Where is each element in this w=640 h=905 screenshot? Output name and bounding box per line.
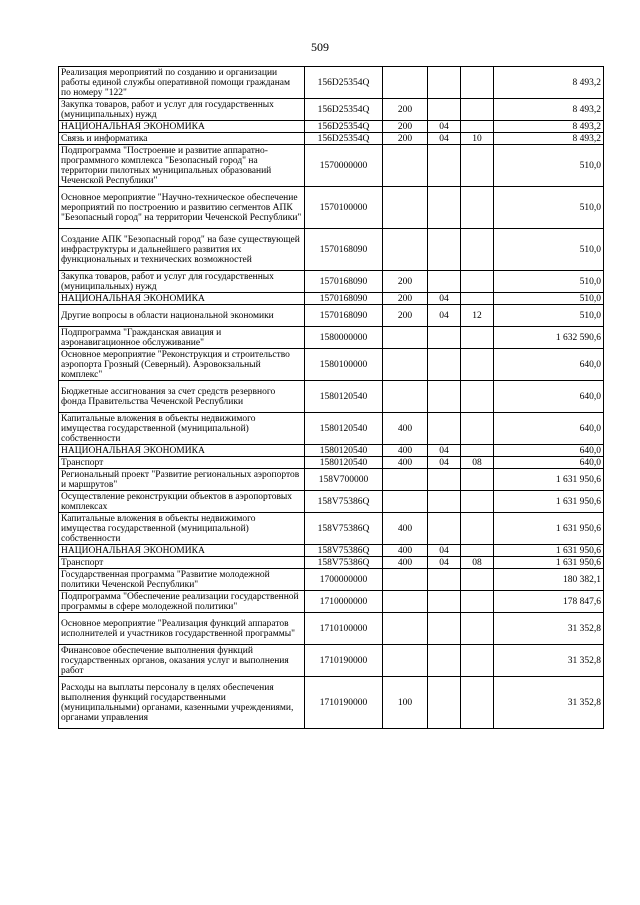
row-subsection bbox=[461, 413, 494, 445]
row-code: 1570168090 bbox=[305, 271, 383, 293]
row-section bbox=[428, 569, 461, 591]
row-code: 1580100000 bbox=[305, 349, 383, 381]
row-section bbox=[428, 67, 461, 99]
row-expense-type: 400 bbox=[383, 445, 428, 457]
row-code: 1580120540 bbox=[305, 413, 383, 445]
row-name: Основное мероприятие "Научно-техническое обеспечение мероприятий по построению и развитию сегментов АПК "Безопасный город" на территории Чеченской Республики" bbox=[59, 187, 305, 229]
row-subsection bbox=[461, 545, 494, 557]
row-section: 04 bbox=[428, 293, 461, 305]
row-section: 04 bbox=[428, 305, 461, 327]
row-subsection bbox=[461, 293, 494, 305]
row-section bbox=[428, 645, 461, 677]
row-section bbox=[428, 145, 461, 187]
row-section bbox=[428, 591, 461, 613]
row-name: Бюджетные ассигнования за счет средств резервного фонда Правительства Чеченской Республики bbox=[59, 381, 305, 413]
row-expense-type: 400 bbox=[383, 557, 428, 569]
row-amount: 640,0 bbox=[494, 349, 604, 381]
row-section bbox=[428, 327, 461, 349]
row-name: Закупка товаров, работ и услуг для государственных (муниципальных) нужд bbox=[59, 99, 305, 121]
table-row bbox=[59, 513, 604, 545]
table-row bbox=[59, 457, 604, 469]
row-subsection bbox=[461, 67, 494, 99]
row-amount: 510,0 bbox=[494, 187, 604, 229]
table-row bbox=[59, 545, 604, 557]
table-row bbox=[59, 327, 604, 349]
table-row bbox=[59, 67, 604, 99]
row-name: Связь и информатика bbox=[59, 133, 305, 145]
row-subsection bbox=[461, 349, 494, 381]
row-amount: 1 631 950,6 bbox=[494, 491, 604, 513]
row-subsection bbox=[461, 613, 494, 645]
row-amount: 640,0 bbox=[494, 381, 604, 413]
row-code: 1710000000 bbox=[305, 591, 383, 613]
table-row bbox=[59, 557, 604, 569]
row-expense-type bbox=[383, 67, 428, 99]
row-code: 156D25354Q bbox=[305, 67, 383, 99]
row-subsection bbox=[461, 187, 494, 229]
row-code: 158V700000 bbox=[305, 469, 383, 491]
row-subsection bbox=[461, 491, 494, 513]
row-code: 1570168090 bbox=[305, 305, 383, 327]
row-name: Подпрограмма "Обеспечение реализации государственной программы в сфере молодежной политики" bbox=[59, 591, 305, 613]
row-section bbox=[428, 491, 461, 513]
row-name: Подпрограмма "Гражданская авиация и аэронавигационное обслуживание" bbox=[59, 327, 305, 349]
row-section bbox=[428, 187, 461, 229]
row-code: 1580120540 bbox=[305, 445, 383, 457]
row-amount: 1 631 950,6 bbox=[494, 469, 604, 491]
budget-table bbox=[58, 66, 604, 729]
row-subsection bbox=[461, 229, 494, 271]
row-code: 158V75386Q bbox=[305, 545, 383, 557]
row-expense-type bbox=[383, 491, 428, 513]
row-amount: 8 493,2 bbox=[494, 133, 604, 145]
row-subsection bbox=[461, 569, 494, 591]
row-amount: 31 352,8 bbox=[494, 677, 604, 729]
row-amount: 180 382,1 bbox=[494, 569, 604, 591]
row-subsection bbox=[461, 271, 494, 293]
table-row bbox=[59, 569, 604, 591]
row-amount: 1 632 590,6 bbox=[494, 327, 604, 349]
row-subsection bbox=[461, 145, 494, 187]
row-expense-type bbox=[383, 591, 428, 613]
table-row bbox=[59, 229, 604, 271]
row-name: Финансовое обеспечение выполнения функций государственных органов, оказания услуг и выполнения работ bbox=[59, 645, 305, 677]
row-section bbox=[428, 99, 461, 121]
row-expense-type bbox=[383, 381, 428, 413]
row-subsection bbox=[461, 445, 494, 457]
row-amount: 8 493,2 bbox=[494, 121, 604, 133]
row-amount: 640,0 bbox=[494, 457, 604, 469]
row-amount: 31 352,8 bbox=[494, 645, 604, 677]
row-expense-type bbox=[383, 145, 428, 187]
row-section bbox=[428, 677, 461, 729]
row-amount: 510,0 bbox=[494, 229, 604, 271]
row-code: 1570168090 bbox=[305, 293, 383, 305]
row-code: 1580120540 bbox=[305, 457, 383, 469]
row-amount: 510,0 bbox=[494, 305, 604, 327]
row-expense-type: 200 bbox=[383, 133, 428, 145]
row-expense-type bbox=[383, 187, 428, 229]
row-name: Расходы на выплаты персоналу в целях обеспечения выполнения функций государственными (муниципальными) органами, казенными учреждениями, органами управления bbox=[59, 677, 305, 729]
row-expense-type: 200 bbox=[383, 305, 428, 327]
table-row bbox=[59, 271, 604, 293]
row-section bbox=[428, 229, 461, 271]
row-amount: 8 493,2 bbox=[494, 67, 604, 99]
row-code: 156D25354Q bbox=[305, 99, 383, 121]
row-name: Основное мероприятие "Реализация функций аппаратов исполнителей и участников государственной программы" bbox=[59, 613, 305, 645]
row-subsection bbox=[461, 677, 494, 729]
table-row bbox=[59, 293, 604, 305]
row-section: 04 bbox=[428, 445, 461, 457]
row-amount: 510,0 bbox=[494, 293, 604, 305]
row-name: Создание АПК "Безопасный город" на базе существующей инфраструктуры и дальнейшего развития их функциональных и технических возможностей bbox=[59, 229, 305, 271]
row-amount: 1 631 950,6 bbox=[494, 513, 604, 545]
table-row bbox=[59, 145, 604, 187]
table-row bbox=[59, 349, 604, 381]
budget-table-body bbox=[59, 67, 604, 729]
row-expense-type bbox=[383, 613, 428, 645]
row-name: Реализация мероприятий по созданию и организации работы единой службы оперативной помощи гражданам по номеру "122" bbox=[59, 67, 305, 99]
table-row bbox=[59, 613, 604, 645]
row-subsection bbox=[461, 121, 494, 133]
row-subsection bbox=[461, 591, 494, 613]
row-code: 156D25354Q bbox=[305, 121, 383, 133]
row-code: 1710100000 bbox=[305, 613, 383, 645]
row-code: 156D25354Q bbox=[305, 133, 383, 145]
row-expense-type: 400 bbox=[383, 513, 428, 545]
row-section: 04 bbox=[428, 133, 461, 145]
row-code: 158V75386Q bbox=[305, 491, 383, 513]
row-subsection bbox=[461, 327, 494, 349]
table-row bbox=[59, 491, 604, 513]
table-row bbox=[59, 445, 604, 457]
row-code: 1710190000 bbox=[305, 677, 383, 729]
row-name: НАЦИОНАЛЬНАЯ ЭКОНОМИКА bbox=[59, 445, 305, 457]
row-subsection: 08 bbox=[461, 557, 494, 569]
row-name: НАЦИОНАЛЬНАЯ ЭКОНОМИКА bbox=[59, 121, 305, 133]
table-row bbox=[59, 413, 604, 445]
row-expense-type: 200 bbox=[383, 121, 428, 133]
row-subsection bbox=[461, 469, 494, 491]
row-name: Другие вопросы в области национальной экономики bbox=[59, 305, 305, 327]
row-expense-type bbox=[383, 349, 428, 381]
row-name: Подпрограмма "Построение и развитие аппаратно-программного комплекса "Безопасный город" на территории пилотных муниципальных образований Чеченской Республики" bbox=[59, 145, 305, 187]
table-row bbox=[59, 121, 604, 133]
row-code: 158V75386Q bbox=[305, 557, 383, 569]
row-name: Основное мероприятие "Реконструкция и строительство аэропорта Грозный (Северный). Аэровокзальный комплекс" bbox=[59, 349, 305, 381]
table-row bbox=[59, 677, 604, 729]
row-subsection bbox=[461, 381, 494, 413]
row-section bbox=[428, 349, 461, 381]
table-row bbox=[59, 99, 604, 121]
table-row bbox=[59, 645, 604, 677]
row-section bbox=[428, 469, 461, 491]
table-row bbox=[59, 305, 604, 327]
row-subsection: 10 bbox=[461, 133, 494, 145]
row-amount: 1 631 950,6 bbox=[494, 545, 604, 557]
row-amount: 510,0 bbox=[494, 271, 604, 293]
row-section bbox=[428, 381, 461, 413]
row-amount: 640,0 bbox=[494, 413, 604, 445]
row-amount: 640,0 bbox=[494, 445, 604, 457]
table-row bbox=[59, 381, 604, 413]
row-expense-type: 200 bbox=[383, 271, 428, 293]
row-code: 1580000000 bbox=[305, 327, 383, 349]
row-subsection bbox=[461, 645, 494, 677]
row-section bbox=[428, 513, 461, 545]
row-name: Транспорт bbox=[59, 457, 305, 469]
row-name: НАЦИОНАЛЬНАЯ ЭКОНОМИКА bbox=[59, 545, 305, 557]
row-code: 1580120540 bbox=[305, 381, 383, 413]
row-amount: 31 352,8 bbox=[494, 613, 604, 645]
row-subsection bbox=[461, 513, 494, 545]
row-code: 158V75386Q bbox=[305, 513, 383, 545]
row-section: 04 bbox=[428, 457, 461, 469]
row-expense-type: 200 bbox=[383, 99, 428, 121]
row-section bbox=[428, 271, 461, 293]
row-name: Транспорт bbox=[59, 557, 305, 569]
table-row bbox=[59, 469, 604, 491]
row-name: Государственная программа "Развитие молодежной политики Чеченской Республики" bbox=[59, 569, 305, 591]
row-amount: 178 847,6 bbox=[494, 591, 604, 613]
row-amount: 8 493,2 bbox=[494, 99, 604, 121]
row-expense-type bbox=[383, 645, 428, 677]
row-code: 1570100000 bbox=[305, 187, 383, 229]
row-section bbox=[428, 413, 461, 445]
row-expense-type: 200 bbox=[383, 293, 428, 305]
row-name: Региональный проект "Развитие региональных аэропортов и маршрутов" bbox=[59, 469, 305, 491]
table-row bbox=[59, 133, 604, 145]
row-amount: 510,0 bbox=[494, 145, 604, 187]
row-code: 1700000000 bbox=[305, 569, 383, 591]
row-section: 04 bbox=[428, 557, 461, 569]
row-name: Капитальные вложения в объекты недвижимого имущества государственной (муниципальной) собственности bbox=[59, 413, 305, 445]
row-section bbox=[428, 613, 461, 645]
row-code: 1570000000 bbox=[305, 145, 383, 187]
row-amount: 1 631 950,6 bbox=[494, 557, 604, 569]
row-expense-type bbox=[383, 327, 428, 349]
table-row bbox=[59, 591, 604, 613]
row-subsection: 08 bbox=[461, 457, 494, 469]
row-code: 1570168090 bbox=[305, 229, 383, 271]
row-section: 04 bbox=[428, 545, 461, 557]
row-expense-type bbox=[383, 569, 428, 591]
row-name: Закупка товаров, работ и услуг для государственных (муниципальных) нужд bbox=[59, 271, 305, 293]
row-name: НАЦИОНАЛЬНАЯ ЭКОНОМИКА bbox=[59, 293, 305, 305]
row-subsection bbox=[461, 99, 494, 121]
row-expense-type bbox=[383, 469, 428, 491]
row-subsection: 12 bbox=[461, 305, 494, 327]
row-name: Осуществление реконструкции объектов в аэропортовых комплексах bbox=[59, 491, 305, 513]
row-name: Капитальные вложения в объекты недвижимого имущества государственной (муниципальной) собственности bbox=[59, 513, 305, 545]
row-code: 1710190000 bbox=[305, 645, 383, 677]
row-expense-type: 400 bbox=[383, 545, 428, 557]
row-expense-type bbox=[383, 229, 428, 271]
row-expense-type: 400 bbox=[383, 413, 428, 445]
table-row bbox=[59, 187, 604, 229]
row-expense-type: 100 bbox=[383, 677, 428, 729]
page-number: 509 bbox=[311, 40, 329, 54]
row-expense-type: 400 bbox=[383, 457, 428, 469]
row-section: 04 bbox=[428, 121, 461, 133]
